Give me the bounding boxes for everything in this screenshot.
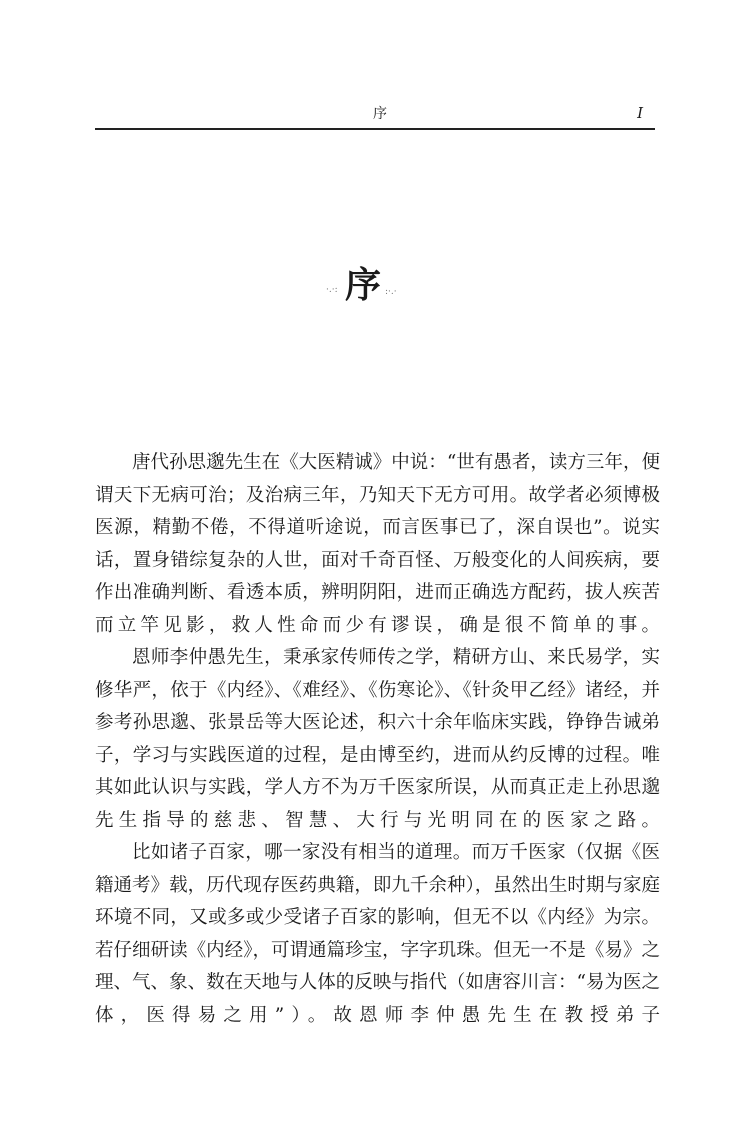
page-number: I: [637, 104, 643, 122]
paragraph-1: 唐代孙思邈先生在《大医精诚》中说：“世有愚者，读方三年，便谓天下无病可治；及治病三年，乃知天下无方可用。故学者必须博极医源，精勤不倦，不得道听途说，而言医事已了，深自误也”。说实话，置身错综复杂的人世，面对千奇百怪、万般变化的人间疾病，要作出准确判断、看透本质，辨明阴阳，进而正确选方配药，拔人疾苦而立竿见影，救人性命而少有谬误，确是很不简单的事。: [95, 452, 660, 636]
running-head-title: 序: [373, 106, 387, 122]
header-rule: [95, 128, 655, 130]
section-title: 序: [345, 264, 382, 306]
paragraph-2: 恩师李仲愚先生，秉承家传师传之学，精研方山、来氏易学，实修华严，依于《内经》、《难经》、《伤寒论》、《针灸甲乙经》诸经，并参考孙思邈、张景岳等大医论述，积六十余年临床实践，铮铮告诫弟子，学习与实践医道的过程，是由博至约，进而从约反博的过程。唯其如此认识与实践，学人方不为万千医家所误，从而真正走上孙思邈先生指导的慈悲、智慧、大行与光明同在的医家之路。: [95, 647, 660, 831]
paragraph-3: 比如诸子百家，哪一家没有相当的道理。而万千医家（仅据《医籍通考》载，历代现存医药典籍，即九千余种），虽然出生时期与家庭环境不同，又或多或少受诸子百家的影响，但无不以《内经》为宗。若仔细研读《内经》，可谓通篇珍宝，字字玑珠。但无一不是《易》之理、气、象、数在天地与人体的反映与指代（如唐容川言：“易为医之体，医得易之用”）。故恩师李仲愚先生在教授弟子: [95, 842, 660, 1026]
title-speckle-left: ·.·:: [326, 285, 338, 295]
title-speckle-right: :·.·: [385, 287, 397, 297]
body-text: [95, 447, 660, 1032]
